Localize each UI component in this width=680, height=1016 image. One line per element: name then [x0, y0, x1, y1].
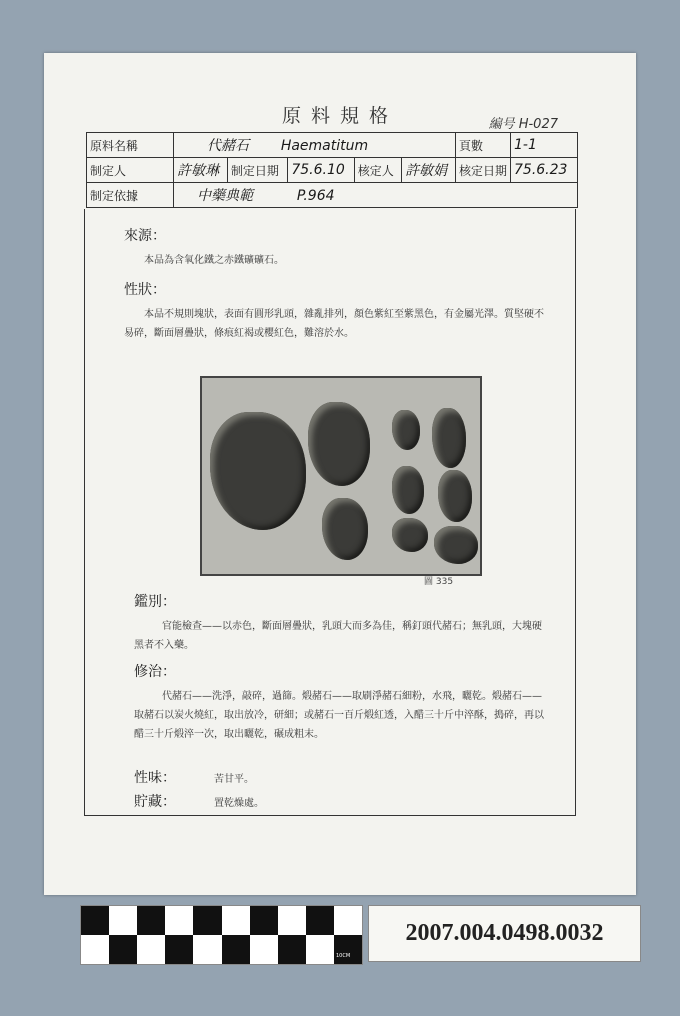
basis-ref: P.964	[296, 188, 335, 204]
section-text: 官能檢查——以赤色，斷面層疊狀，乳頭大而多為佳，稱釘頭代赭石；無乳頭，大塊硬黑者不入藥。	[134, 621, 542, 651]
section-identification	[134, 591, 544, 655]
section-text: 置乾燥處。	[214, 798, 264, 809]
section-heading: 鑑別：	[134, 594, 176, 610]
specimen-stone	[210, 412, 306, 530]
label-date2: 核定日期	[455, 158, 510, 183]
label-basis: 制定依據	[87, 183, 174, 208]
material-name-cell	[174, 133, 456, 158]
section-text: 本品為含氧化鐵之赤鐵礦礦石。	[144, 255, 284, 266]
specimen-stone	[322, 498, 368, 560]
page-value: 1-1	[511, 133, 578, 158]
section-processing	[134, 661, 544, 744]
specimen-stone	[438, 470, 472, 522]
specimen-stone	[432, 408, 466, 468]
figure-caption: 圖 335	[424, 577, 454, 587]
label-page: 頁數	[455, 133, 510, 158]
scale-label-10cm: 10CM	[336, 953, 351, 959]
approver-name: 許敏娟	[402, 158, 456, 183]
specimen-stone	[392, 518, 428, 552]
basis-text: 中藥典範	[197, 188, 253, 204]
section-storage	[134, 791, 544, 813]
specimen-photo	[200, 376, 482, 576]
label-date1: 制定日期	[227, 158, 287, 183]
label-approver: 核定人	[354, 158, 401, 183]
specimen-stone	[392, 466, 424, 514]
section-heading: 性味：	[134, 770, 176, 786]
make-date: 75.6.10	[288, 158, 354, 183]
specimen-stone	[392, 410, 420, 450]
label-maker: 制定人	[87, 158, 174, 183]
label-material-name: 原料名稱	[87, 133, 174, 158]
section-text: 代赭石——洗淨，敲碎，過篩。煅赭石——取刷淨赭石細粉，水飛，曬乾。煅赭石——取赭石以炭火燒紅，取出放冷，研細；或赭石一百斤煅紅透，入醋三十斤中淬酥，搗碎，再以醋三十斤煅淬一次，取出曬乾，碾成粗末。	[134, 691, 544, 740]
material-name-latin: Haematitum	[280, 138, 369, 154]
document-sheet	[44, 53, 636, 895]
scale-label-5cm: 5CM	[198, 953, 209, 959]
scale-bar	[80, 905, 363, 965]
section-text: 苦甘平。	[214, 774, 254, 785]
section-heading: 貯藏：	[134, 794, 176, 810]
material-name-cn: 代赭石	[207, 138, 249, 154]
section-source	[124, 225, 544, 270]
section-text: 本品不規則塊狀，表面有圓形乳頭，雜亂排列，顏色紫紅至紫黑色，有金屬光澤。質堅硬不易碎，斷面層疊狀，條痕紅褐或櫻紅色，難溶於水。	[124, 309, 544, 339]
section-heading: 性狀：	[124, 282, 166, 298]
serial-number: 編号 H-027	[488, 117, 558, 132]
section-taste	[134, 767, 544, 789]
scale-label-1cm: 1CM	[82, 953, 93, 959]
accession-number: 2007.004.0498.0032	[368, 905, 641, 962]
specimen-stone	[308, 402, 370, 486]
maker-name: 許敏琳	[174, 158, 228, 183]
basis-cell	[174, 183, 578, 208]
document-title: 原料規格	[281, 105, 398, 127]
section-appearance	[124, 279, 544, 343]
section-heading: 來源：	[124, 228, 166, 244]
header-table	[86, 132, 578, 208]
approve-date: 75.6.23	[511, 158, 578, 183]
specimen-stone	[434, 526, 478, 564]
section-heading: 修治：	[134, 664, 176, 680]
